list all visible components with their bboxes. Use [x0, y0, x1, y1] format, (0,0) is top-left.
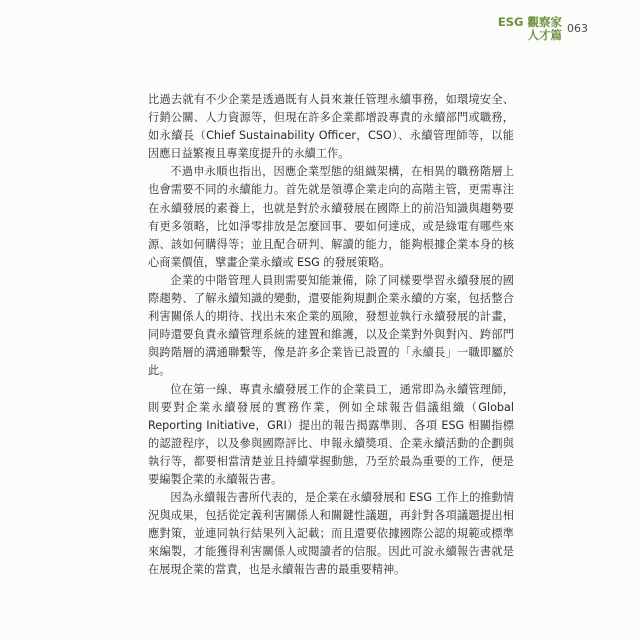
series-title: ESG 觀察家: [497, 15, 562, 29]
paragraph: 因為永續報告書所代表的，是企業在永續發展和 ESG 工作上的推動情況與成果，包括從定義利害關係人和關鍵性議題，再針對各項議題提出相應對策，並連同執行結果列入記載；而且還要依據國際公認的規範或標準來編製，才能獲得利害關係人或閱讀者的信服。因此可說永續報告書就是在展現企業的當責，也是永續報告書的最重要精神。: [148, 491, 514, 577]
running-header: [498, 16, 562, 42]
paragraph: 比過去就有不少企業是透過既有人員來兼任管理永續事務，如環境安全、行銷公關、人力資源等，但現在許多企業都增設專責的永續部門或職務，如永續長（Chief Sustainability Officer，CSO）、永續管理師等，以能因應日益繁複且專業度提升的永續工作。: [148, 93, 514, 161]
page-number: 063: [567, 22, 588, 35]
body-text: [148, 91, 514, 580]
paragraph: 企業的中階管理人員則需要知能兼備，除了同樣要學習永續發展的國際趨勢、了解永續知識的變動，還要能夠規劃企業永續的方案，包括整合利害關係人的期待、找出未來企業的風險，發想並執行永續發展的計畫，同時還要負責永續管理系統的建置和維護，以及企業對外與對內、跨部門與跨階層的溝通聯繫等，像是許多企業皆已設置的「永續長」一職即屬於此。: [148, 273, 514, 378]
series-subtitle: 人才篇: [527, 28, 562, 42]
paragraph: 位在第一線、專責永續發展工作的企業員工，通常即為永續管理師，則要對企業永續發展的實務作業，例如全球報告倡議組織（Global Reporting Initiative，GRI）提出的報告揭露準則、各項 ESG 相關指標的認證程序，以及參與國際評比、申報永續獎項、企業永續活動的企劃與執行等，都要相當清楚並且持續掌握動態，乃至於最為重要的工作，便是要編製企業的永續報告書。: [148, 382, 514, 486]
paragraph: 不過申永順也指出，因應企業型態的組織架構，在相異的職務階層上也會需要不同的永續能力。首先就是領導企業走向的高階主管，更需專注在永續發展的素養上，也就是對於永續發展在國際上的前沿知識與趨勢要有更多領略，比如淨零排放是怎麼回事、要如何達成，或是綠電有哪些來源、該如何購得等；並且配合研判、解讀的能力，能夠根據企業本身的核心商業價值，擘畫企業永續或 ESG 的發展策略。: [148, 165, 514, 269]
